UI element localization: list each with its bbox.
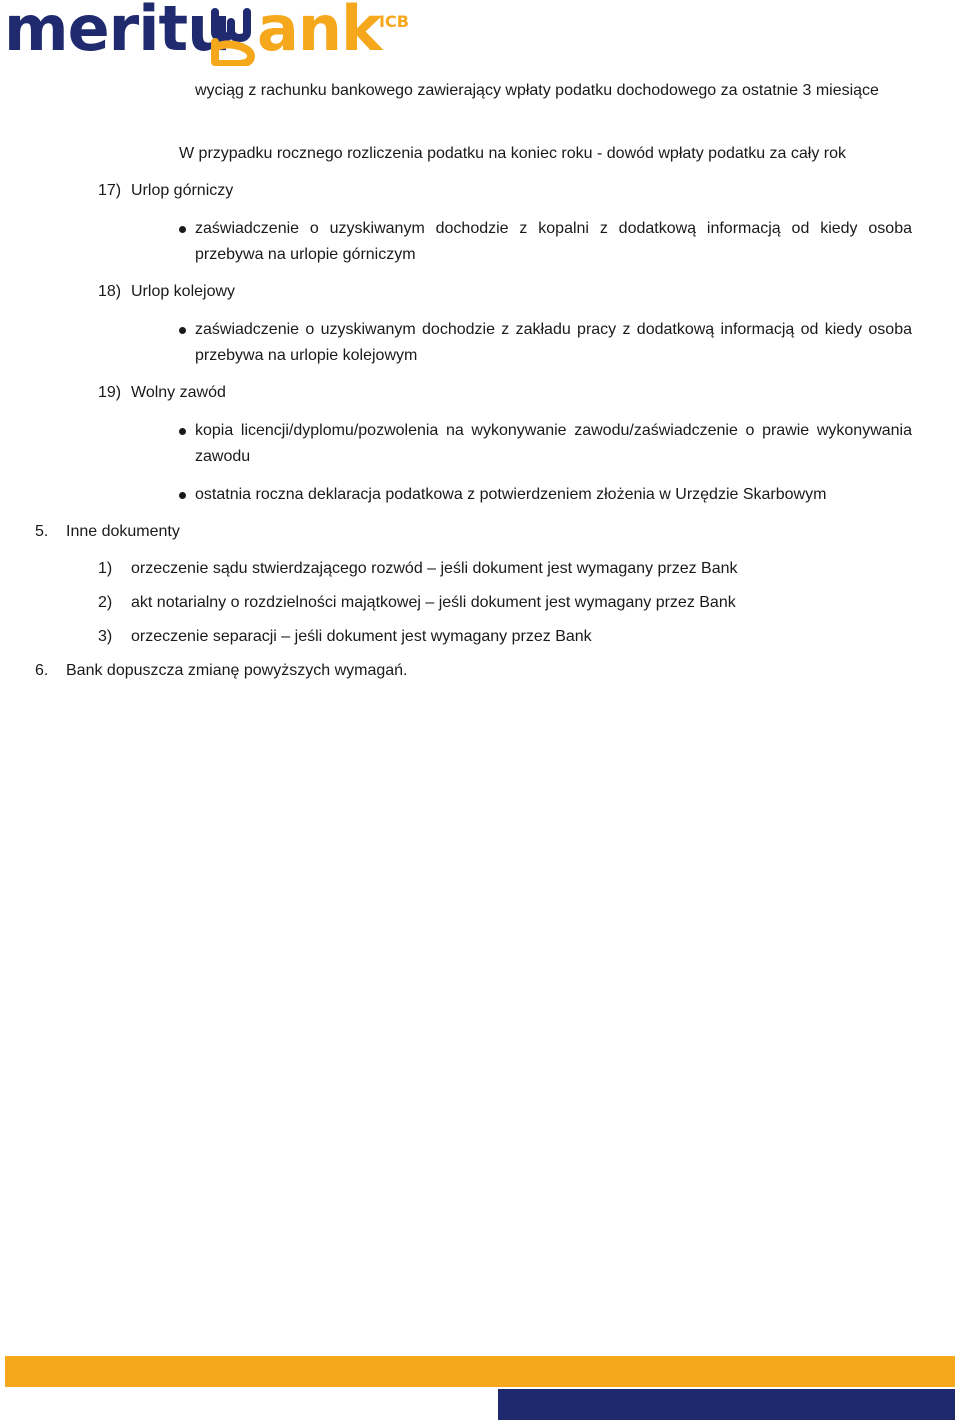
item-17-number: 17) bbox=[98, 182, 122, 199]
section-5-item-2-number: 2) bbox=[98, 594, 113, 611]
bullet-icon bbox=[179, 327, 186, 334]
item-17-title: Urlop górniczy bbox=[131, 182, 234, 199]
item-19-bullet-2-text: ostatnia roczna deklaracja podatkowa z potwierdzeniem złożenia w Urzędzie Skarbowym bbox=[195, 486, 827, 503]
logo-badge: ICB bbox=[379, 12, 409, 31]
section-6-text: Bank dopuszcza zmianę powyższych wymagań. bbox=[66, 662, 408, 679]
footer-navy-bar bbox=[498, 1389, 955, 1420]
section-5-title: Inne dokumenty bbox=[66, 523, 180, 540]
bullet-icon bbox=[179, 492, 186, 499]
section-5-item-3-number: 3) bbox=[98, 628, 113, 645]
logo-m-b-ligature-icon bbox=[211, 8, 259, 66]
item-18-title: Urlop kolejowy bbox=[131, 283, 236, 300]
section-5-item-2-text: akt notarialny o rozdzielności majątkowej – jeśli dokument jest wymagany przez Bank bbox=[131, 594, 736, 611]
item-19-title: Wolny zawód bbox=[131, 384, 226, 401]
item-17-bullet-text: zaświadczenie o uzyskiwanym dochodzie z kopalni z dodatkową informacją od kiedy osoba przebywa na urlopie górniczym bbox=[195, 220, 912, 263]
item-18-number: 18) bbox=[98, 283, 122, 300]
item-18-bullet-text: zaświadczenie o uzyskiwanym dochodzie z zakładu pracy z dodatkową informacją od kiedy osoba przebywa na urlopie kolejowym bbox=[195, 321, 912, 364]
section-6-number: 6. bbox=[35, 662, 49, 679]
bullet-icon bbox=[179, 428, 186, 435]
logo-wordmark-left: meritu bbox=[4, 0, 231, 65]
bullet-icon bbox=[179, 226, 186, 233]
section-5-item-1-number: 1) bbox=[98, 560, 113, 577]
section-5-number: 5. bbox=[35, 523, 49, 540]
section-5-item-3-text: orzeczenie separacji – jeśli dokument jest wymagany przez Bank bbox=[131, 628, 592, 645]
section-5-item-1-text: orzeczenie sądu stwierdzającego rozwód – jeśli dokument jest wymagany przez Bank bbox=[131, 560, 738, 577]
salary-statement-bullet-text: wyciąg z rachunku bankowego zawierający wpłaty podatku dochodowego za ostatnie 3 miesiące bbox=[195, 82, 879, 99]
item-19-number: 19) bbox=[98, 384, 122, 401]
footer-orange-bar bbox=[5, 1356, 955, 1387]
logo-wordmark-right: ank bbox=[257, 0, 382, 65]
annual-tax-note: W przypadku rocznego rozliczenia podatku na koniec roku - dowód wpłaty podatku za cały rok bbox=[179, 145, 847, 162]
item-19-bullet-1-text: kopia licencji/dyplomu/pozwolenia na wykonywanie zawodu/zaświadczenie o prawie wykonywania zawodu bbox=[195, 422, 912, 465]
